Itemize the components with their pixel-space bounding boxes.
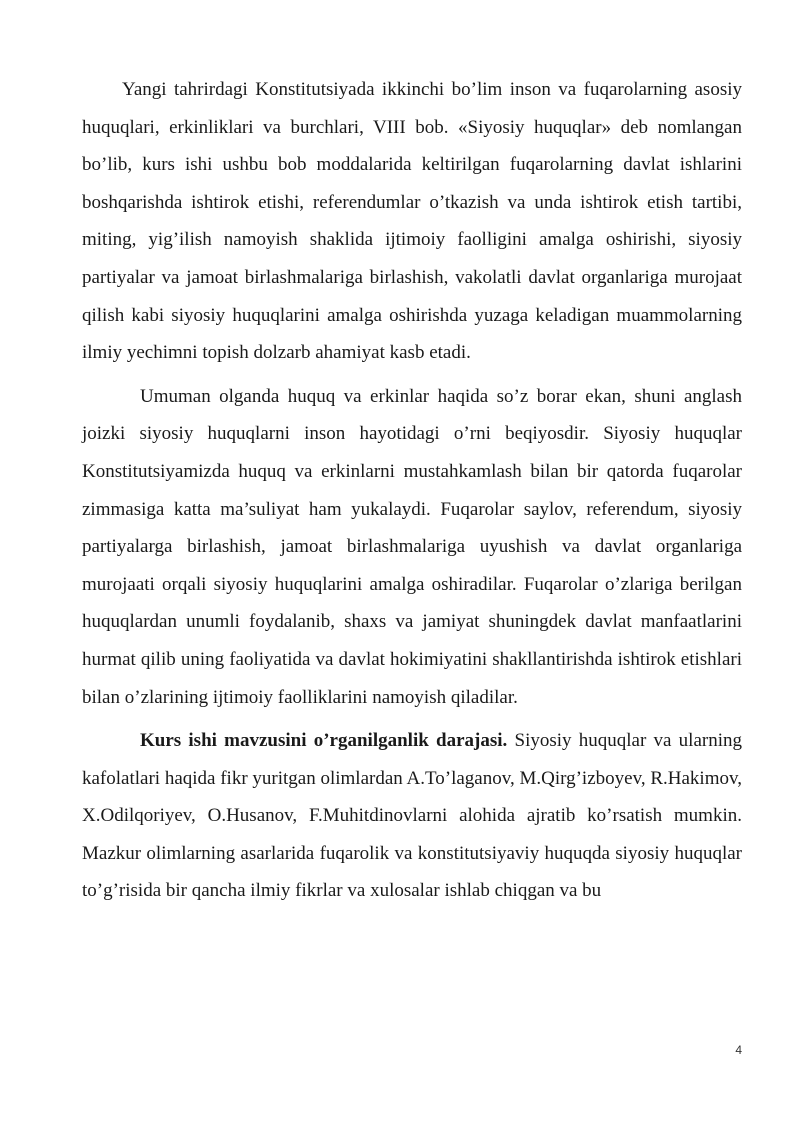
body-text (82, 71, 742, 910)
paragraph-text: Siyosiy huquqlar va ularning kafolatlari haqida fikr yuritgan olimlardan A.To’laganov, M.Qirg’izboyev, R.Hakimov, X.Odilqoriyev, O.Husanov, F.Muhitdinovlarni alohida ajratib ko’rsatish mumkin. Mazkur olimlarning asarlarida fuqarolik va konstitutsiyaviy huquqda siyosiy huquqlar to’g’risida bir qancha ilmiy fikrlar va xulosalar ishlab chiqgan va bu (82, 730, 742, 902)
paragraph-research-degree (82, 722, 742, 910)
paragraph-text: Umuman olganda huquq va erkinlar haqida so’z borar ekan, shuni anglash joizki siyosiy huquqlarni inson hayotidagi o’rni beqiyosdir. Siyosiy huquqlar Konstitutsiyamizda huquq va erkinlarni mustahkamlash bilan bir qatorda fuqarolar zimmasiga katta ma’suliyat ham yukalaydi. Fuqarolar saylov, referendum, siyosiy partiyalarga birlashish, jamoat birlashmalariga uyushish va davlat organlariga murojaati orqali siyosiy huquqlarini amalga oshiradilar. Fuqarolar o’zlariga berilgan huquqlardan unumli foydalanib, shaxs va jamiyat shuningdek davlat manfaatlarini hurmat qilib uning faoliyatida va davlat hokimiyatini shakllantirishda ishtirok etishlari bilan o’zlarining ijtimoiy faolliklarini namoyish qiladilar. (82, 385, 742, 708)
paragraph-text: Yangi tahrirdagi Konstitutsiyada ikkinchi bo’lim inson va fuqarolarning asosiy huquqlari, erkinliklari va burchlari, VIII bob. «Siyosiy huquqlar» deb nomlangan bo’lib, kurs ishi ushbu bob moddalarida keltirilgan fuqarolarning davlat ishlarini boshqarishda ishtirok etishi, referendumlar o’tkazish va unda ishtirok etish tartibi, miting, yig’ilish namoyish shaklida ijtimoiy faolligini amalga oshirishi, siyosiy partiyalar va jamoat birlashmalariga birlashish, vakolatli davlat organlariga murojaat qilish kabi siyosiy huquqlarini amalga oshirishda yuzaga keladigan muammolarning ilmiy yechimni topish dolzarb ahamiyat kasb etadi. (82, 79, 742, 364)
paragraph-political-rights (82, 378, 742, 716)
page-number: 4 (735, 1043, 742, 1057)
paragraph-constitution-intro (82, 71, 742, 372)
paragraph-heading: Kurs ishi mavzusini o’rganilganlik darajasi. (140, 730, 508, 752)
